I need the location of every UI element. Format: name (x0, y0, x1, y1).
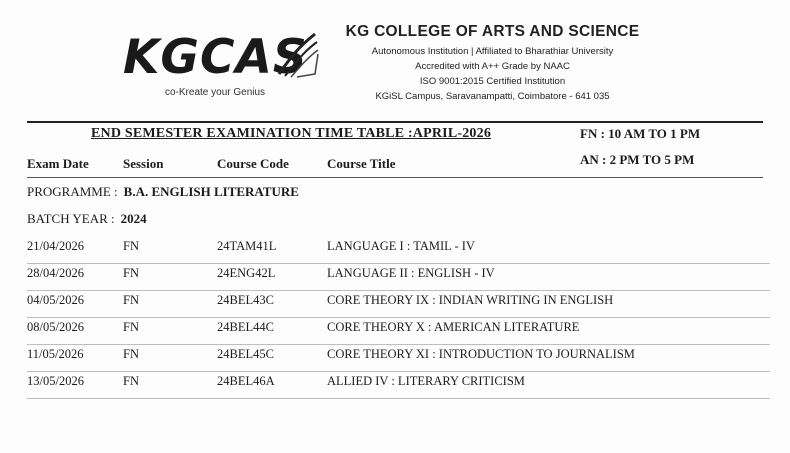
column-header-course-title: Course Title (327, 156, 396, 171)
column-header-exam-date: Exam Date (27, 156, 89, 171)
column-header-divider (27, 177, 763, 178)
batch-label: BATCH YEAR : (27, 211, 115, 226)
batch-line (27, 211, 147, 227)
course-code: 24TAM41L (217, 239, 277, 253)
header-divider (27, 121, 763, 123)
session: FN (123, 293, 139, 307)
table-row (27, 290, 770, 318)
course-code: 24BEL46A (217, 374, 275, 388)
course-code: 24BEL45C (217, 347, 274, 361)
course-code: 24ENG42L (217, 266, 276, 280)
session: FN (123, 374, 139, 388)
table-row (27, 344, 770, 372)
iso-line: ISO 9001:2015 Certified Institution (419, 76, 566, 87)
table-row (27, 236, 770, 264)
an-session-time: AN : 2 PM TO 5 PM (580, 152, 695, 167)
exam-date: 11/05/2026 (27, 347, 84, 361)
programme-value: B.A. ENGLISH LITERATURE (123, 184, 299, 199)
session: FN (123, 266, 139, 280)
programme-label: PROGRAMME : (27, 184, 118, 199)
programme-line (27, 184, 299, 200)
session: FN (123, 239, 139, 253)
exam-date: 21/04/2026 (27, 239, 84, 253)
course-title: CORE THEORY X : AMERICAN LITERATURE (327, 320, 580, 334)
college-logo (107, 24, 317, 104)
address-line: KGiSL Campus, Saravanampatti, Coimbatore - 641 035 (375, 91, 610, 102)
table-row (27, 371, 770, 399)
batch-value: 2024 (120, 211, 147, 226)
accreditation-line: Accredited with A++ Grade by NAAC (415, 61, 570, 72)
session: FN (123, 320, 139, 334)
logo-wordmark: KGCAS (123, 30, 308, 85)
table-row (27, 263, 770, 291)
course-title: ALLIED IV : LITERARY CRITICISM (327, 374, 525, 388)
exam-date: 04/05/2026 (27, 293, 84, 307)
table-row (27, 317, 770, 345)
session: FN (123, 347, 139, 361)
course-title: CORE THEORY IX : INDIAN WRITING IN ENGLISH (327, 293, 614, 307)
logo-tagline: co-Kreate your Genius (165, 87, 266, 98)
exam-date: 28/04/2026 (27, 266, 84, 280)
course-title: CORE THEORY XI : INTRODUCTION TO JOURNALISM (327, 347, 635, 361)
college-info (330, 23, 655, 104)
college-name: KG COLLEGE OF ARTS AND SCIENCE (345, 23, 640, 40)
column-header-session: Session (123, 156, 164, 171)
course-code: 24BEL43C (217, 293, 274, 307)
open-book-icon (275, 30, 319, 80)
course-title: LANGUAGE II : ENGLISH - IV (327, 266, 495, 280)
column-header-course-code: Course Code (217, 156, 289, 171)
exam-date: 08/05/2026 (27, 320, 84, 334)
course-code: 24BEL44C (217, 320, 274, 334)
exam-title: END SEMESTER EXAMINATION TIME TABLE :APRIL-2026 (91, 126, 492, 141)
fn-session-time: FN : 10 AM TO 1 PM (580, 126, 701, 141)
exam-date: 13/05/2026 (27, 374, 84, 388)
course-title: LANGUAGE I : TAMIL - IV (327, 239, 475, 253)
affiliation-line: Autonomous Institution | Affiliated to Bharathiar University (371, 46, 614, 57)
